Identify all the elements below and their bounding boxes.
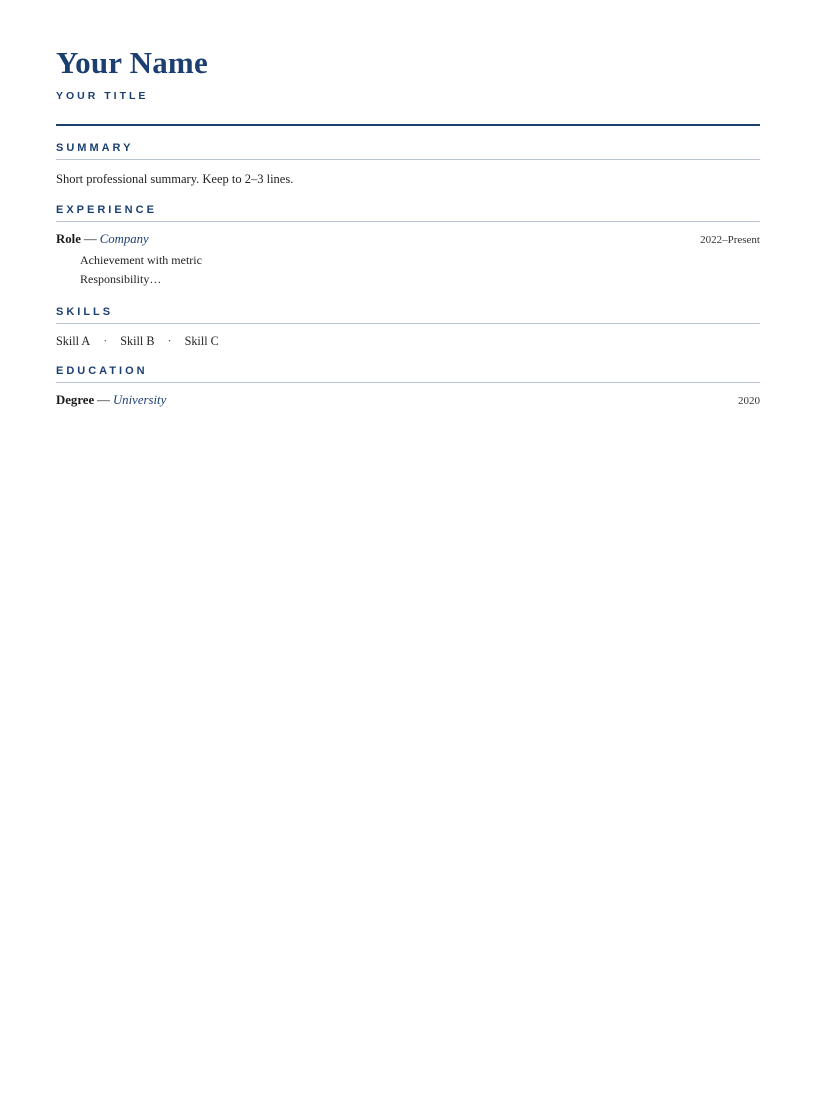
section-experience bbox=[56, 204, 760, 289]
skill-item: Skill A bbox=[56, 333, 91, 348]
experience-dash: — bbox=[83, 232, 97, 247]
experience-entry bbox=[56, 232, 760, 289]
education-university: University bbox=[112, 392, 167, 407]
section-heading-summary: SUMMARY bbox=[56, 142, 134, 155]
section-heading-skills: SKILLS bbox=[56, 305, 114, 318]
section-divider-experience bbox=[56, 221, 760, 222]
experience-entry-header bbox=[56, 232, 760, 247]
section-heading-education: EDUCATION bbox=[56, 364, 148, 377]
experience-bullets bbox=[56, 251, 760, 289]
education-entry bbox=[56, 393, 760, 408]
resume-header bbox=[56, 40, 760, 126]
header-divider bbox=[56, 124, 760, 126]
experience-role: Role bbox=[56, 232, 81, 247]
summary-text: Short professional summary. Keep to 2–3 lines. bbox=[56, 172, 294, 187]
section-skills bbox=[56, 306, 760, 349]
skill-separator: · bbox=[103, 333, 108, 348]
list-item: Responsibility… bbox=[80, 272, 162, 287]
education-entry-title bbox=[56, 393, 166, 408]
section-divider-skills bbox=[56, 323, 760, 324]
skills-list bbox=[56, 334, 760, 349]
skill-item: Skill B bbox=[120, 333, 155, 348]
section-divider-summary bbox=[56, 159, 760, 160]
section-summary bbox=[56, 142, 760, 188]
experience-date: 2022–Present bbox=[700, 234, 760, 247]
list-item: Achievement with metric bbox=[80, 253, 202, 268]
skill-item: Skill C bbox=[184, 333, 219, 348]
resume-body bbox=[56, 40, 760, 408]
section-heading-experience: EXPERIENCE bbox=[56, 204, 157, 217]
page-title: Your Name bbox=[56, 45, 208, 80]
section-divider-education bbox=[56, 382, 760, 383]
education-degree: Degree bbox=[56, 392, 95, 407]
section-education bbox=[56, 365, 760, 408]
education-entry-header bbox=[56, 393, 760, 408]
experience-company: Company bbox=[99, 232, 149, 247]
job-title: YOUR TITLE bbox=[56, 90, 149, 103]
education-date: 2020 bbox=[738, 394, 760, 407]
experience-entry-title bbox=[56, 232, 149, 247]
skill-separator: · bbox=[167, 333, 172, 348]
education-dash: — bbox=[97, 392, 110, 407]
